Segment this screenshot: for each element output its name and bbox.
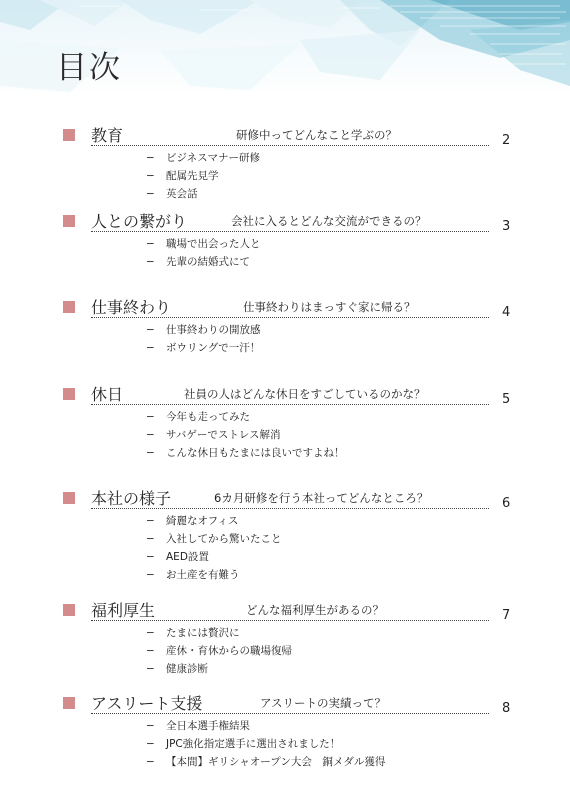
subitem-list [146,625,292,679]
subitem-list [146,513,282,585]
list-item[interactable]: − たまには贅沢に [146,627,240,639]
section-title: 仕事終わり [91,298,172,317]
dotted-leader [91,404,489,405]
list-item[interactable]: − 今年も走ってみた [146,411,250,423]
list-item[interactable]: − ボウリングで一汗！ [146,342,261,354]
section-subtitle: どんな福利厚生があるの？ [246,603,384,617]
subitem-list [146,409,345,463]
bullet-square-icon [63,604,75,616]
page-number: 6 [502,496,511,511]
dotted-leader [91,620,489,621]
subitem-list [146,322,261,358]
bullet-square-icon [63,301,75,313]
list-item[interactable]: − 【本間】ギリシャオープン大会 銅メダル獲得 [146,756,386,768]
section-subtitle: アスリートの実績って？ [260,696,387,710]
page-number: 7 [502,608,511,623]
list-item[interactable]: − 職場で出会った人と [146,238,261,250]
section-subtitle: 仕事終わりはまっすぐ家に帰る？ [243,300,416,314]
dotted-leader [91,508,489,509]
list-item[interactable]: − 産休・育休からの職場復帰 [146,645,292,657]
list-item[interactable]: − 健康診断 [146,663,208,675]
page-number: 2 [502,133,511,148]
dotted-leader [91,317,489,318]
subitem-list [146,718,385,772]
list-item[interactable]: − お土産を有難う [146,569,240,581]
bullet-square-icon [63,492,75,504]
section-subtitle: 会社に入るとどんな交流ができるの？ [231,214,427,228]
list-item[interactable]: − 英会話 [146,188,198,200]
list-item[interactable]: − 先輩の結婚式にて [146,256,250,268]
section-title: 人との繋がり [91,212,188,231]
subitem-list [146,150,260,204]
list-item[interactable]: − ビジネスマナー研修 [146,152,260,164]
section-subtitle: 研修中ってどんなこと学ぶの？ [236,128,397,142]
subitem-list [146,236,261,272]
list-item[interactable]: − JPC強化指定選手に選出されました！ [146,738,341,750]
list-item[interactable]: − 配属先見学 [146,170,219,182]
list-item[interactable]: − 仕事終わりの開放感 [146,324,261,336]
list-item[interactable]: − AED設置 [146,551,209,563]
page-number: 8 [502,701,511,716]
list-item[interactable]: − 全日本選手権結果 [146,720,250,732]
dotted-leader [91,713,489,714]
section-title: 福利厚生 [91,601,156,620]
page-number: 5 [502,392,511,407]
page-number: 3 [502,219,511,234]
section-title: アスリート支援 [91,694,203,713]
header-banner [0,0,570,96]
section-subtitle: 6カ月研修を行う本社ってどんなところ？ [214,491,429,505]
section-subtitle: 社員の人はどんな休日をすごしているのかな？ [184,387,426,401]
page-title: 目次 [56,50,122,86]
section-title: 休日 [91,385,124,404]
bullet-square-icon [63,129,75,141]
bullet-square-icon [63,215,75,227]
bullet-square-icon [63,388,75,400]
dotted-leader [91,231,489,232]
list-item[interactable]: − 綺麗なオフィス [146,515,239,527]
section-title: 教育 [91,126,124,145]
page-number: 4 [502,305,511,320]
list-item[interactable]: − 入社してから驚いたこと [146,533,282,545]
list-item[interactable]: − サバゲーでストレス解消 [146,429,281,441]
list-item[interactable]: − こんな休日もたまには良いですよね！ [146,447,345,459]
dotted-leader [91,145,489,146]
bullet-square-icon [63,697,75,709]
section-title: 本社の様子 [91,489,172,508]
